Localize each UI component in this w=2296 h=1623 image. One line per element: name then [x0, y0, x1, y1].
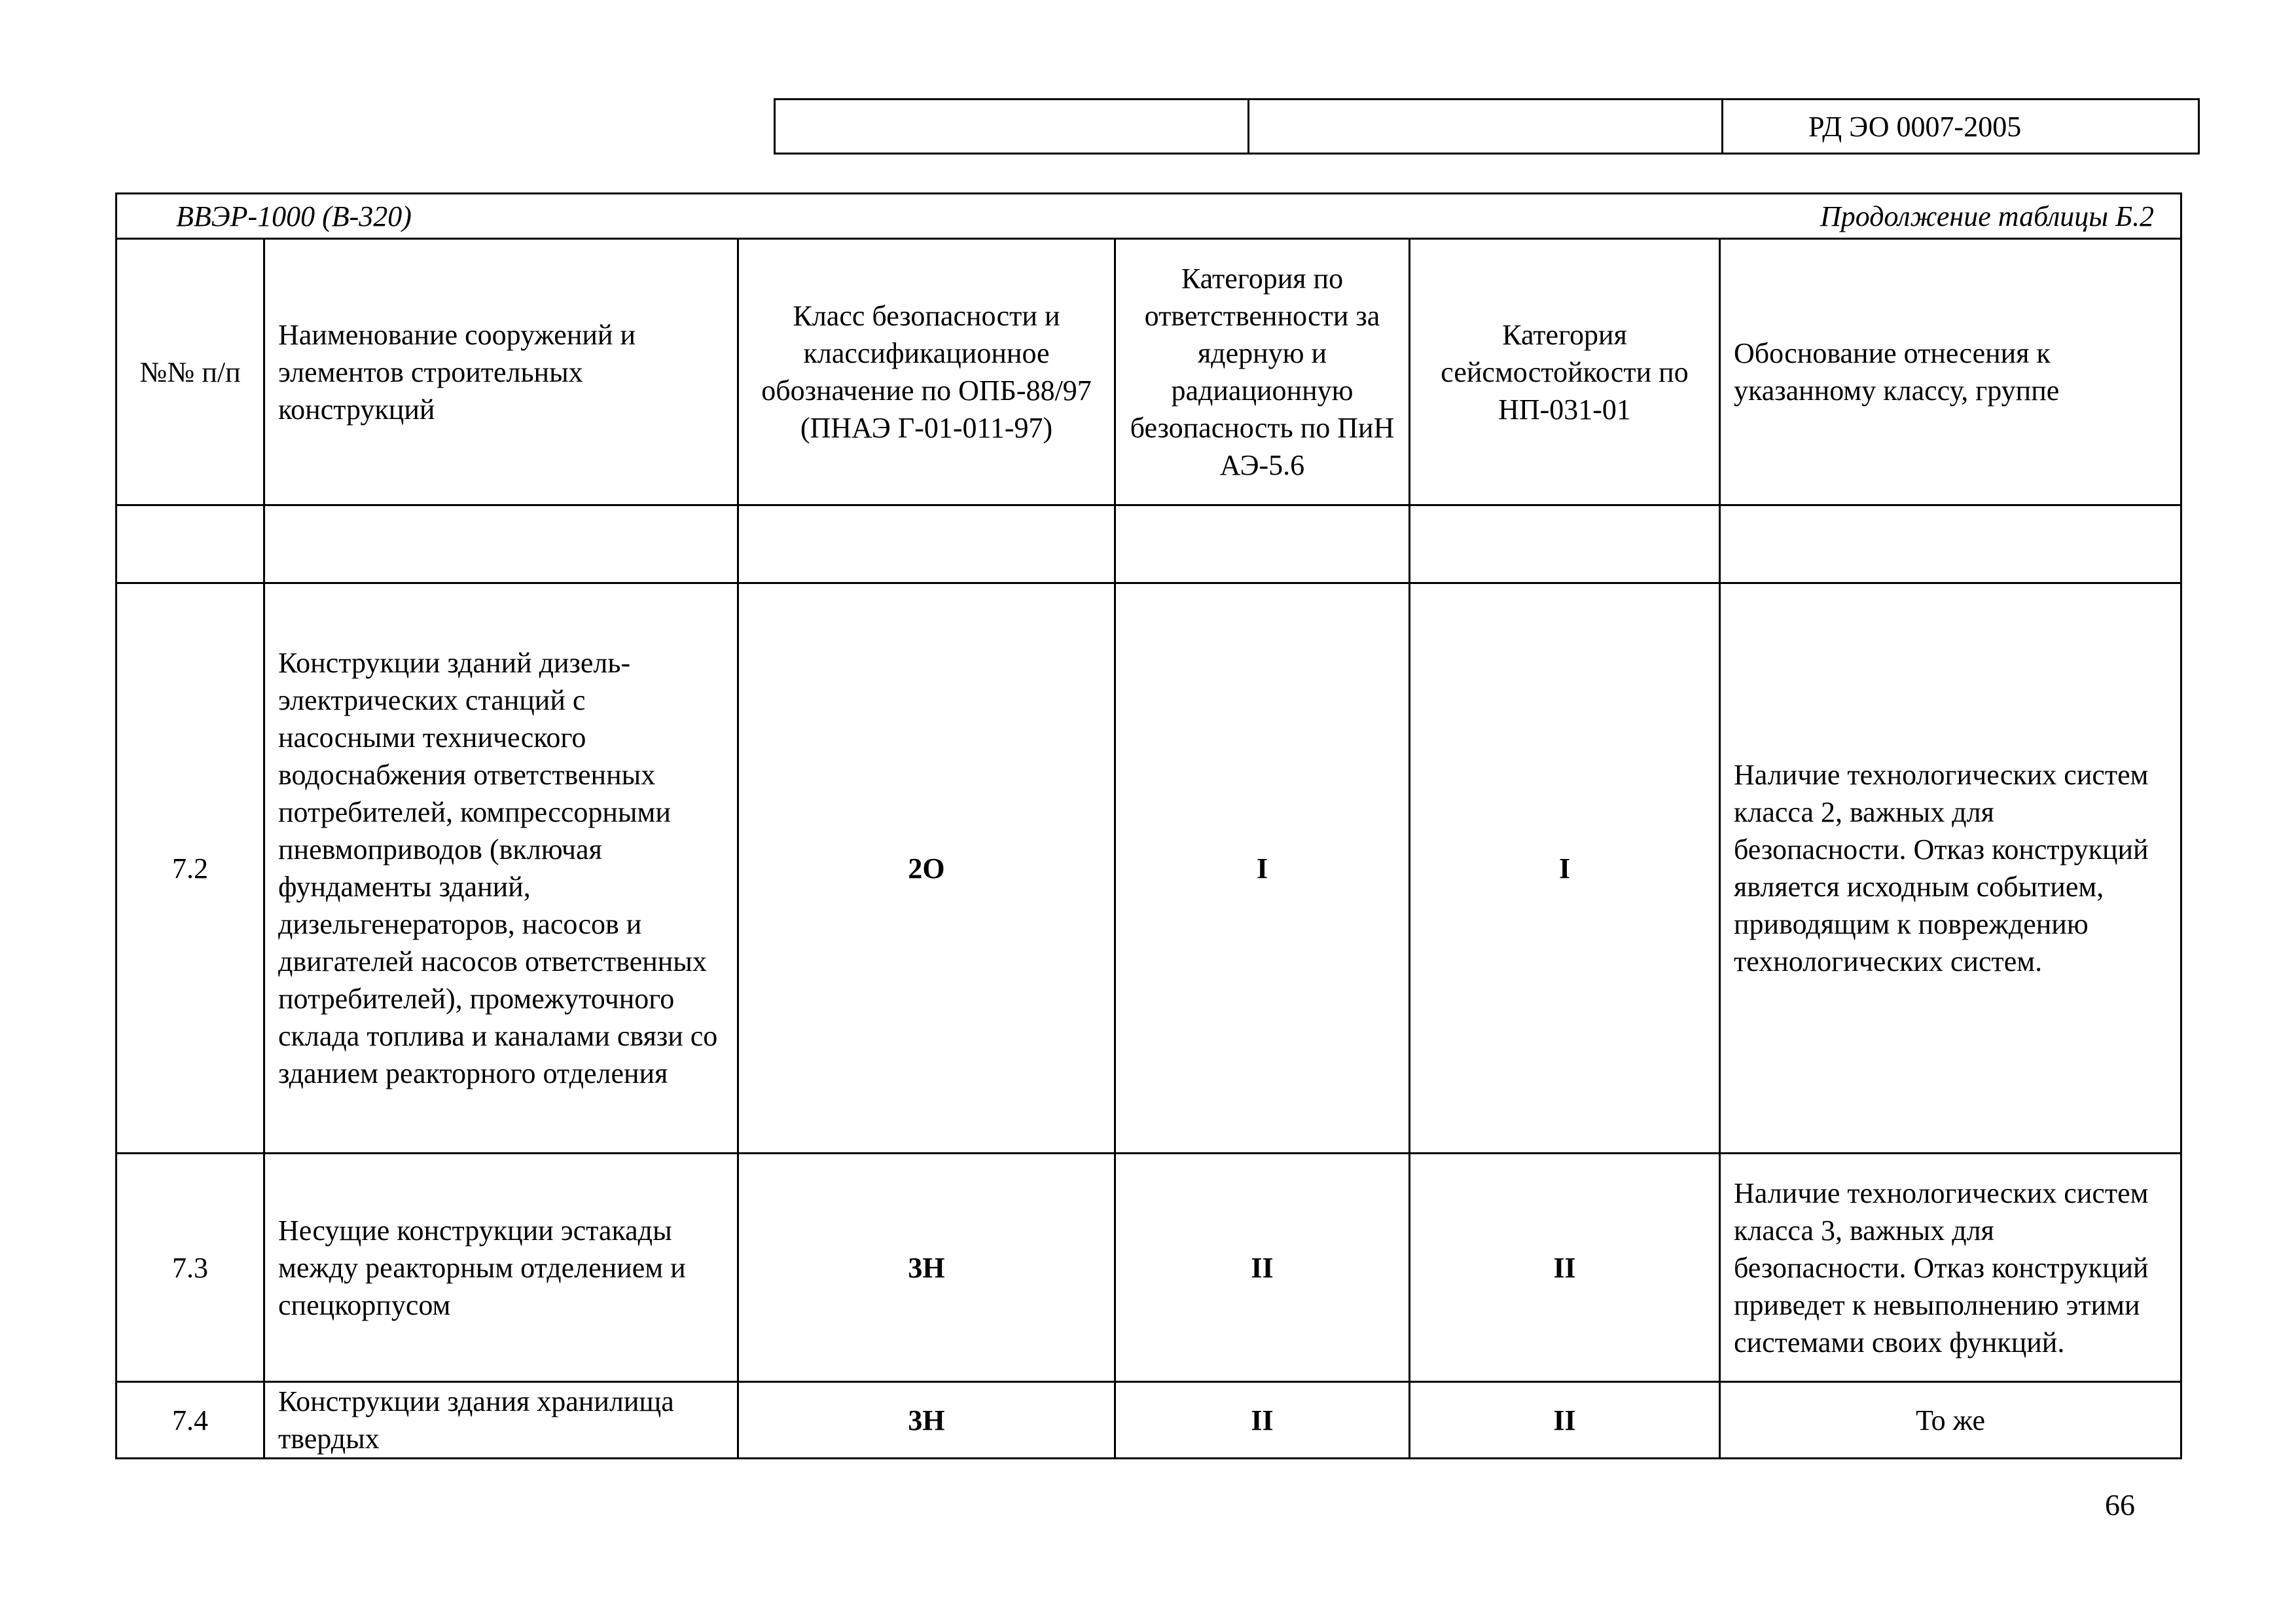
page-number: 66 [2105, 1488, 2135, 1522]
header-row [117, 239, 2181, 505]
reactor-type: ВВЭР-1000 (В-320) [176, 200, 412, 232]
row-number: 7.2 [117, 583, 264, 1154]
row-name: Несущие конструкции эстакады между реакторным отделением и спецкорпусом [264, 1154, 738, 1382]
empty-cell [1115, 505, 1410, 583]
row-safety-class: 2О [738, 583, 1115, 1154]
row-justification: Наличие технологических систем класса 3, важных для безопасности. Отказ конструкций приведет к невыполнению этими системами своих функций. [1720, 1154, 2181, 1382]
row-justification: То же [1720, 1382, 2181, 1459]
table-row [117, 1382, 2181, 1459]
row-name: Конструкции зданий дизель-электрических станций с насосными технического водоснабжения ответственных потребителей, компрессорными пневмоприводов (включая фундаменты зданий, дизельгенераторов, насосов и двигателей насосов ответственных потребителей), промежуточного склада топлива и каналами связи со зданием реакторного отделения [264, 583, 738, 1154]
row-name: Конструкции здания хранилища твердых [264, 1382, 738, 1459]
row-seismic-category: II [1410, 1382, 1720, 1459]
table-row [117, 1154, 2181, 1382]
table-caption-row [117, 194, 2181, 239]
document-stamp [774, 98, 2200, 155]
row-responsibility-category: II [1115, 1154, 1410, 1382]
row-number: 7.3 [117, 1154, 264, 1382]
empty-row [117, 505, 2181, 583]
header-justification: Обоснование отнесения к указанному классу, группе [1720, 239, 2181, 505]
empty-cell [264, 505, 738, 583]
row-safety-class: 3Н [738, 1382, 1115, 1459]
stamp-cell-1 [775, 100, 1249, 154]
empty-cell [738, 505, 1115, 583]
row-seismic-category: II [1410, 1154, 1720, 1382]
table-continuation: Продолжение таблицы Б.2 [1820, 200, 2155, 232]
row-justification: Наличие технологических систем класса 2, важных для безопасности. Отказ конструкций является исходным событием, приводящим к повреждению технологических систем. [1720, 583, 2181, 1154]
table-caption [117, 194, 2181, 239]
table-row [117, 583, 2181, 1154]
classification-table [115, 192, 2182, 1459]
empty-cell [1410, 505, 1720, 583]
empty-cell [1720, 505, 2181, 583]
row-responsibility-category: II [1115, 1382, 1410, 1459]
header-seismic-category: Категория сейсмостойкости по НП-031-01 [1410, 239, 1720, 505]
row-responsibility-category: I [1115, 583, 1410, 1154]
stamp-cell-2 [1249, 100, 1723, 154]
row-seismic-category: I [1410, 583, 1720, 1154]
header-responsibility-category: Категория по ответственности за ядерную и радиационную безопасность по ПиН АЭ-5.6 [1115, 239, 1410, 505]
document-code: РД ЭО 0007-2005 [1723, 100, 2199, 154]
header-number: №№ п/п [117, 239, 264, 505]
empty-cell [117, 505, 264, 583]
header-safety-class: Класс безопасности и классификационное обозначение по ОПБ-88/97 (ПНАЭ Г-01-011-97) [738, 239, 1115, 505]
header-name: Наименование сооружений и элементов строительных конструкций [264, 239, 738, 505]
row-safety-class: 3Н [738, 1154, 1115, 1382]
row-number: 7.4 [117, 1382, 264, 1459]
